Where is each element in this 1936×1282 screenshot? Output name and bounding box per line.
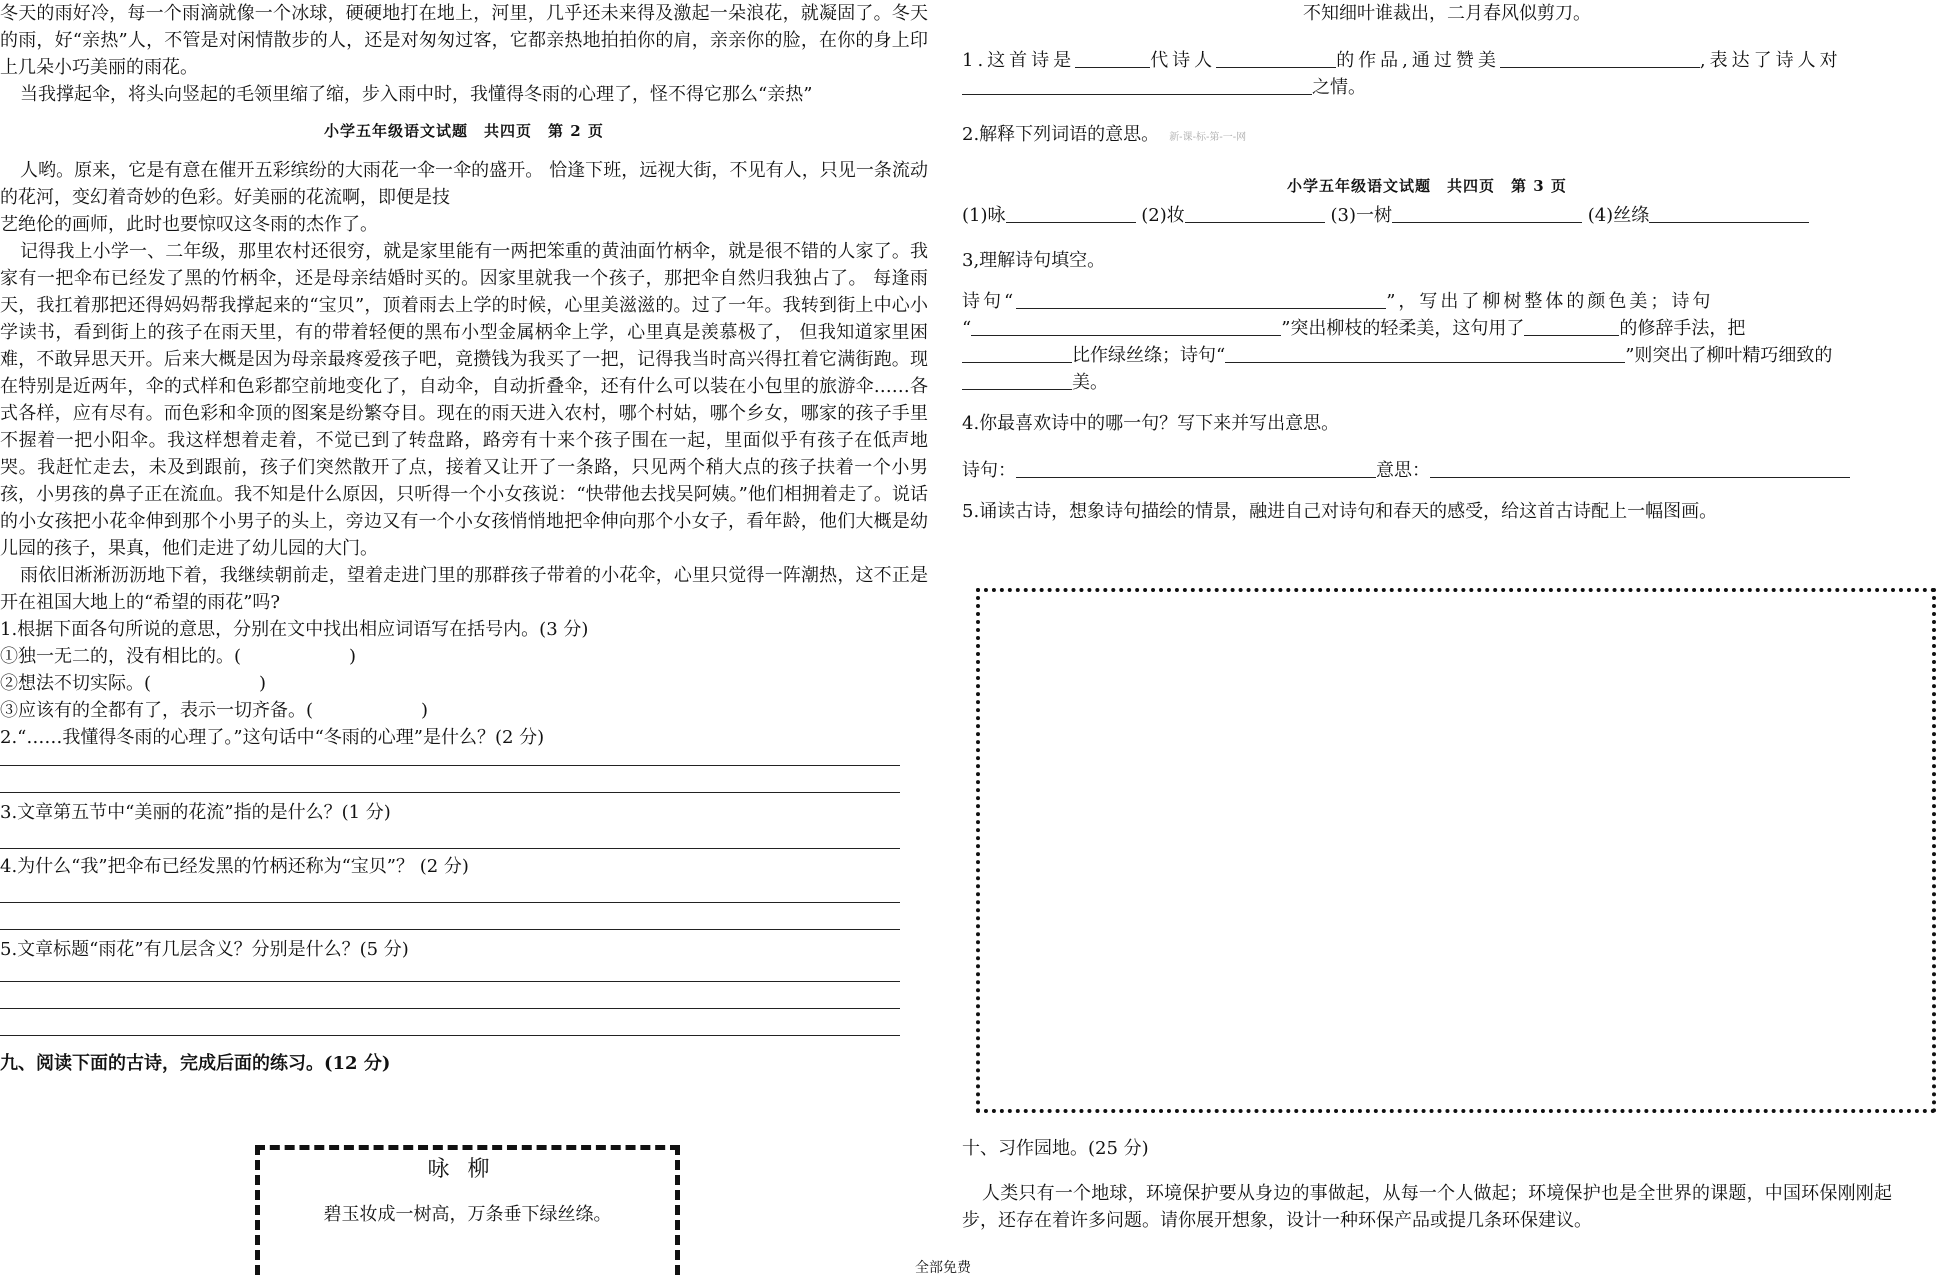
passage-paragraph-3: 人哟。原来，它是有意在催开五彩缤纷的大雨花一伞一伞的盛开。 恰逢下班，远视大街，不见有人，只见一条流动的花河，变幻着奇妙的色彩。好美丽的花流啊，即便是技 [0,160,928,208]
rq4-meaning-label: 意思： [1376,460,1430,481]
passage-paragraph-1: 冬天的雨好冷，每一个雨滴就像一个冰球，硬硬地打在地上，河里，几乎还未来得及激起一朵浪花，就凝固了。冬天的雨，好“亲热”人，不管是对闲情散步的人，还是对匆匆过客，它都亲热地拍拍你的肩，亲亲你的脸，在你的身上印上几朵小巧美丽的雨花。 [0,3,928,78]
passage-paragraph-5: 雨依旧淅淅沥沥地下着，我继续朝前走，望着走进门里的那群孩子带着的小花伞，心里只觉得一阵潮热，这不正是开在祖国大地上的“希望的雨花”吗? [0,565,928,613]
right-question-1 [962,47,1892,74]
right-question-3: 3,理解诗句填空。 [962,250,1106,271]
blank-poet[interactable] [1216,49,1336,68]
right-question-5: 5.诵读古诗，想象诗句描绘的情景，融进自己对诗句和春天的感受，给这首古诗配上一幅图画。 [962,501,1718,522]
poem-title: 咏柳 [427,1157,508,1182]
question-1b: ②想法不切实际。( ) [0,673,267,694]
rq3-d: ”突出柳枝的轻柔美，这句用了 [1281,318,1525,339]
blank-praise[interactable] [1500,49,1700,68]
passage-paragraph-4: 记得我上小学一、二年级，那里农村还很穷，就是家里能有一两把笨重的黄油面竹柄伞，就是很不错的人家了。我家有一把伞布已经发了黑的竹柄伞，还是母亲结婚时买的。因家里就我一个孩子，那把伞自然归我独占了。 每逢雨天，我扛着那把还得妈妈帮我撑起来的“宝贝”，顶着雨去上学的时候，心里美滋滋的。过了一年。我转到街上中心小学读书，看到街上的孩子在雨天里，有的带着轻便的黑布小型金属柄伞上学，心里真是羡慕极了， 但我知道家里困难，不敢异思天开。后来大概是因为母亲最疼爱孩子吧，竟攒钱为我买了一把，记得我当时高兴得扛着它满街跑。现在特别是近两年，伞的式样和色彩都空前地变化了，自动伞，自动折叠伞，还有什么可以装在小包里的旅游伞……各式各样，应有尽有。而色彩和伞顶的图案是纷繁夺目。现在的雨天进入农村，哪个村姑，哪个乡女，哪家的孩子手里不握着一把小阳伞。我这样想着走着，不觉已到了转盘路，路旁有十来个孩子围在一起，里面似乎有孩子在低声地哭。我赶忙走去，未及到跟前，孩子们突然散开了点，接着又让开了一条路，只见两个稍大点的孩子扶着一个小男孩，小男孩的鼻子正在流血。我不知是什么原因，只听得一个小女孩说：“快带他去找吴阿姨。”他们相拥着走了。说话的小女孩把小花伞伸到那个小男子的头上，旁边又有一个小女孩悄悄地把伞伸向那个小女子，看年龄，他们大概是幼儿园的孩子，果真，他们走进了幼儿园的大门。 [0,241,928,559]
blank-word-3[interactable] [1392,204,1582,223]
watermark: 新-课-标-第-一-网 [1169,132,1247,143]
page-footer-3: 小学五年级语文试题 共四页 第 3 页 [1287,177,1567,195]
question-5: 5.文章标题“雨花”有几层含义？分别是什么？(5 分) [0,939,409,960]
poem-line-1: 碧玉妆成一树高，万条垂下绿丝绦。 [323,1204,612,1225]
passage-paragraph-2: 当我撑起伞，将头向竖起的毛领里缩了缩，步入雨中时，我懂得冬雨的心理了，怪不得它那么“亲热” [20,84,813,105]
blank-dynasty[interactable] [1075,49,1150,68]
right-column [962,0,1892,525]
rq3-g: ”则突出了柳叶精巧细致的 [1625,345,1833,366]
question-4: 4.为什么“我”把伞布已经发黑的竹柄还称为“宝贝”？ (2 分) [0,856,469,877]
question-1: 1.根据下面各句所说的意思，分别在文中找出相应词语写在括号内。(3 分) [0,619,589,640]
answer-line[interactable] [0,1035,900,1036]
rq4-poem-label: 诗句： [962,460,1016,481]
question-1a: ①独一无二的，没有相比的。( ) [0,646,357,667]
right-question-2 [962,121,1892,151]
poem-box [255,1145,680,1275]
blank-line-c[interactable] [1225,344,1625,363]
section-10 [962,1135,1892,1234]
rq4-answer-row [962,457,1892,484]
blank-feeling[interactable] [962,76,1312,95]
rq3-c: “ [962,318,972,339]
section-9-heading: 九、阅读下面的古诗，完成后面的练习。(12 分) [0,1053,391,1074]
answer-line[interactable] [0,929,900,930]
rq3-line-3 [962,342,1892,369]
rq3-e: 的修辞手法，把 [1619,318,1746,339]
blank-fav-line[interactable] [1016,459,1376,478]
rq3-line-4 [962,369,1892,396]
rq1-part-c: 的作品,通过赞美 [1336,50,1500,71]
answer-line[interactable] [0,848,900,849]
passage-paragraph-3b: 艺绝伦的画师，此时也要惊叹这冬雨的杰作了。 [0,214,378,235]
blank-word-1[interactable] [1006,204,1136,223]
question-3: 3.文章第五节中“美丽的花流”指的是什么？(1 分) [0,802,391,823]
word-definitions [962,202,1892,229]
page-footer-2: 小学五年级语文试题 共四页 第 2 页 [324,122,604,140]
word-3: (3)一树 [1330,205,1392,226]
blank-object[interactable] [962,344,1072,363]
essay-prompt: 人类只有一个地球，环境保护要从身边的事做起，从每一个人做起；环境保护也是全世界的课题，中国环保刚刚起步，还存在着许多问题。请你展开想象，设计一种环保产品或提几条环保建议。 [962,1183,1892,1231]
drawing-area[interactable] [976,588,1936,1113]
blank-word-4[interactable] [1649,204,1809,223]
rq2-text: 2.解释下列词语的意思。 [962,124,1160,145]
rq1-part-e: 之情。 [1312,77,1366,98]
word-1: (1)咏 [962,205,1006,226]
rq3-line-1 [962,288,1892,315]
rq3-f: 比作绿丝绦；诗句“ [1072,345,1226,366]
rq3-a: 诗句“ [962,291,1017,312]
section-10-heading: 十、习作园地。(25 分) [962,1138,1149,1159]
rq1-part-b: 代诗人 [1150,50,1217,71]
question-2: 2.“……我懂得冬雨的心理了。”这句话中“冬雨的心理”是什么？(2 分) [0,727,545,748]
blank-line-b[interactable] [971,317,1281,336]
right-question-1-cont [962,74,1892,101]
question-1c: ③应该有的全都有了，表示一切齐备。( ) [0,700,429,721]
rq1-part-a: 1.这首诗是 [962,50,1076,71]
poem-line-2: 不知细叶谁裁出，二月春风似剪刀。 [1303,3,1591,24]
blank-meaning[interactable] [1430,459,1850,478]
right-question-4: 4.你最喜欢诗中的哪一句？写下来并写出意思。 [962,413,1340,434]
blank-word-2[interactable] [1185,204,1325,223]
word-4: (4)丝绦 [1587,205,1650,226]
rq3-h: 美。 [1072,372,1108,393]
rq3-line-2 [962,315,1892,342]
bottom-note: 全部免费 [915,1260,971,1276]
blank-rhetoric[interactable] [1524,317,1619,336]
blank-beauty[interactable] [962,371,1072,390]
word-2: (2)妆 [1141,205,1185,226]
rq3-b: ”，写出了柳树整体的颜色美；诗句 [1386,291,1714,312]
answer-line[interactable] [0,792,900,793]
rq1-part-d: ,表达了诗人对 [1699,50,1842,71]
left-column [0,0,928,1077]
blank-line-a[interactable] [1016,290,1386,309]
